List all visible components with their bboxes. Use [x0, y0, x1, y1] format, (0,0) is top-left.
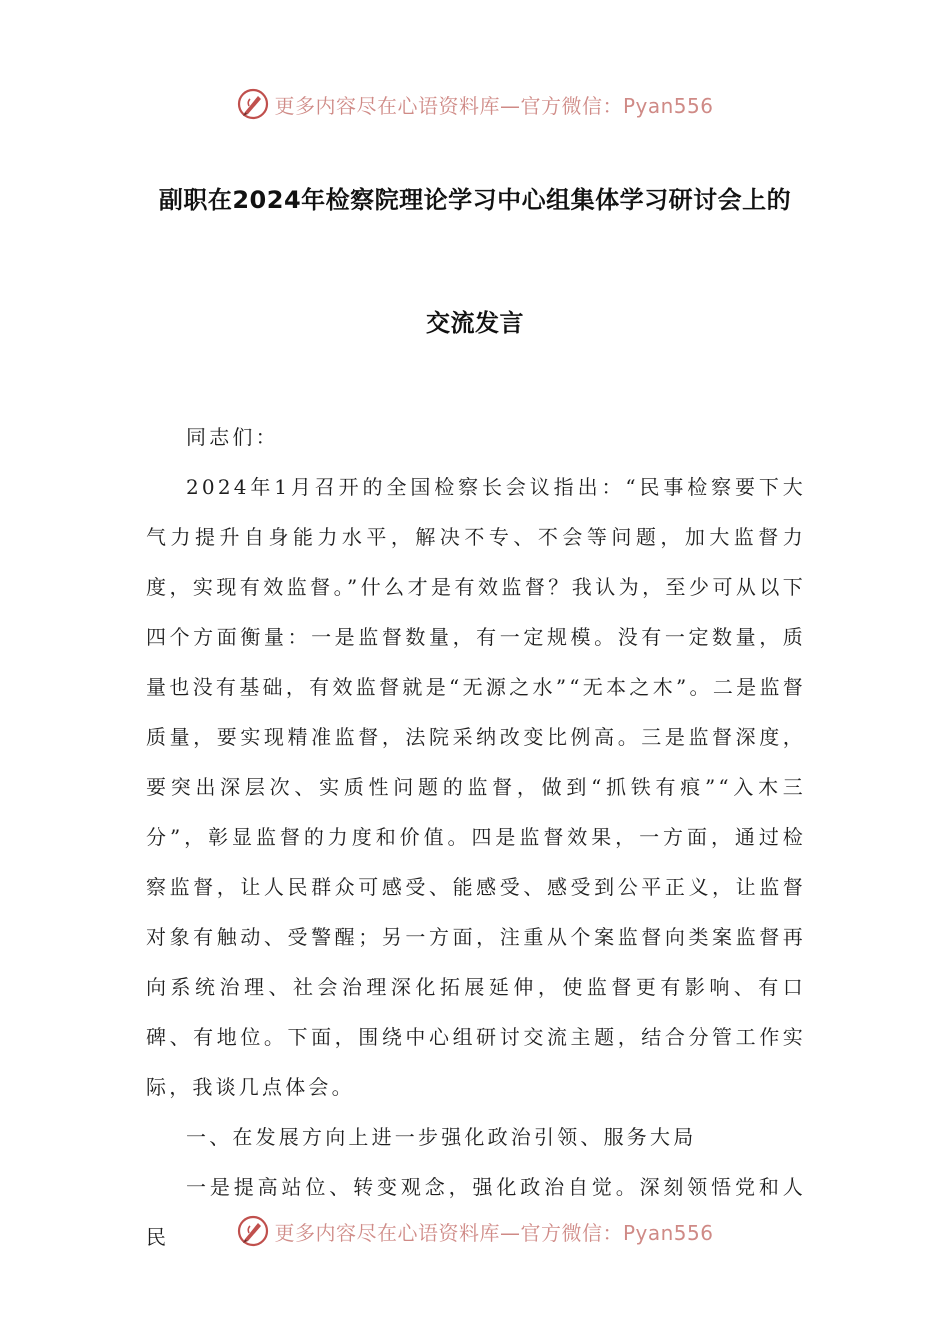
pen-logo-icon [236, 87, 270, 121]
section-heading-1: 一、在发展方向上进一步强化政治引领、服务大局 [186, 1125, 697, 1149]
paragraph-intro: 2024年1月召开的全国检察长会议指出：“民事检察要下大气力提升自身能力水平，解决不专、不会等问题，加大监督力度，实现有效监督。”什么才是有效监督？我认为，至少可从以下四个方面衡量：一是监督数量，有一定规模。没有一定数量，质量也没有基础，有效监督就是“无源之水”“无本之木”。二是监督质量，要实现精准监督，法院采纳改变比例高。三是监督深度，要突出深层次、实质性问题的监督，做到“抓铁有痕”“入木三分”，彰显监督的力度和价值。四是监督效果，一方面，通过检察监督，让人民群众可感受、能感受、感受到公平正义，让监督对象有触动、受警醒；另一方面，注重从个案监督向类案监督再向系统治理、社会治理深化拓展延伸，使监督更有影响、有口碑、有地位。下面，围绕中心组研讨交流主题，结合分管工作实际，我谈几点体会。 [146, 475, 806, 1099]
paragraph-point-1: 一是提高站位、转变观念，强化政治自觉。深刻领悟党和人民 [146, 1175, 806, 1249]
paragraph-greeting: 同志们： [186, 425, 279, 449]
document-body [146, 412, 806, 1262]
document-title-line-2: 交流发言 [426, 309, 524, 337]
pen-logo-icon [236, 1214, 270, 1248]
footer-watermark [0, 1211, 950, 1251]
document-title-line-1: 副职在2024年检察院理论学习中心组集体学习研讨会上的 [158, 186, 792, 214]
watermark-text: 更多内容尽在心语资料库—官方微信：Pyan556 [274, 93, 714, 118]
watermark-text: 更多内容尽在心语资料库—官方微信：Pyan556 [274, 1220, 714, 1245]
header-watermark [0, 84, 950, 124]
